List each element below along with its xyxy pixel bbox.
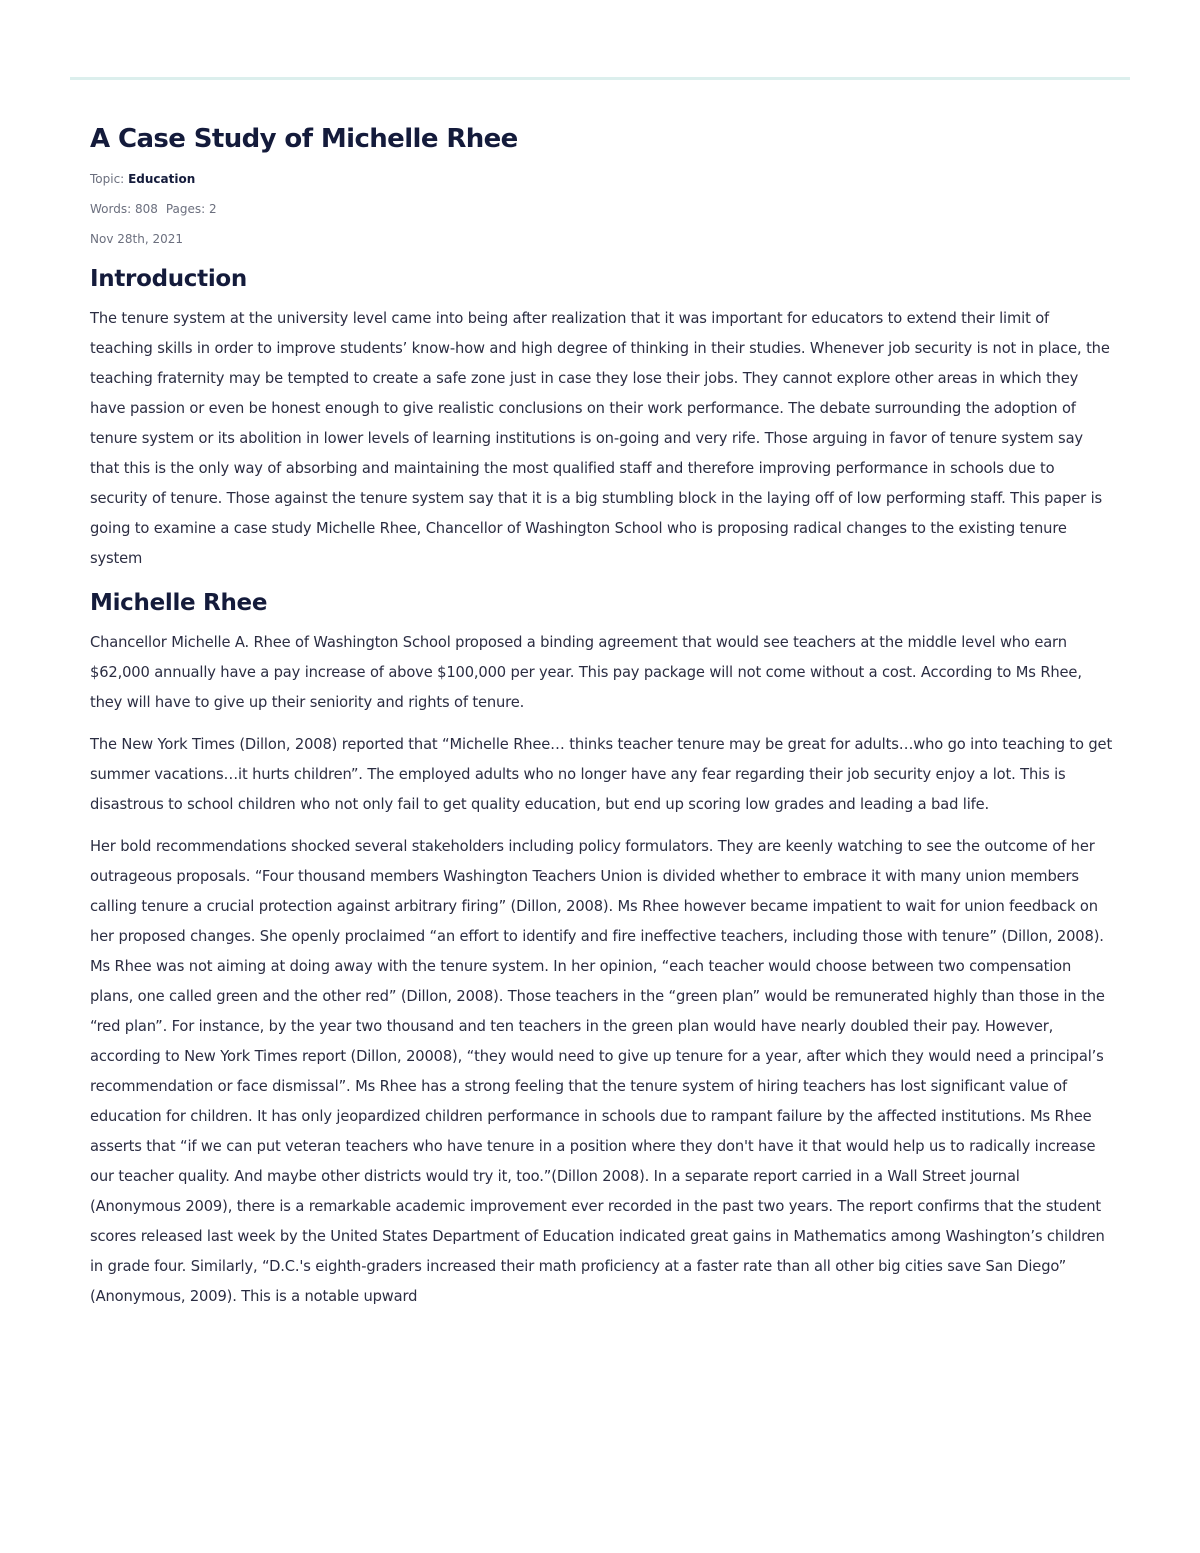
- topic-label: Topic:: [90, 172, 125, 186]
- topic-link[interactable]: Education: [128, 172, 196, 186]
- document-title: A Case Study of Michelle Rhee: [90, 124, 518, 154]
- page-count: Pages: 2: [165, 202, 217, 216]
- section-heading-michelle-rhee: Michelle Rhee: [90, 590, 268, 616]
- paragraph: The tenure system at the university level came into being after realization that it was important for educators to extend their limit of teaching skills in order to improve students’ know-how and high degree of thinking in their studies. Whenever job security is not in place, the teaching fraternity may be tempted to create a safe zone just in case they lose their jobs. They cannot explore other areas in which they have passion or even be honest enough to give realistic conclusions on their work performance. The debate surrounding the adoption of tenure system or its abolition in lower levels of learning institutions is on-going and very rife. Those arguing in favor of tenure system say that this is the only way of absorbing and maintaining the most qualified staff and therefore improving performance in schools due to security of tenure. Those against the tenure system say that it is a big stumbling block in the laying off of low performing staff. This paper is going to examine a case study Michelle Rhee, Chancellor of Washington School who is proposing radical changes to the existing tenure system: [90, 310, 1110, 567]
- paragraph: Her bold recommendations shocked several stakeholders including policy formulators. They are keenly watching to see the outcome of her outrageous proposals. “Four thousand members Washington Teachers Union is divided whether to embrace it with many union members calling tenure a crucial protection against arbitrary firing” (Dillon, 2008). Ms Rhee however became impatient to wait for union feedback on her proposed changes. She openly proclaimed “an effort to identify and fire ineffective teachers, including those with tenure” (Dillon, 2008). Ms Rhee was not aiming at doing away with the tenure system. In her opinion, “each teacher would choose between two compensation plans, one called green and the other red” (Dillon, 2008). Those teachers in the “green plan” would be remunerated highly than those in the “red plan”. For instance, by the year two thousand and ten teachers in the green plan would have nearly doubled their pay. However, according to New York Times report (Dillon, 20008), “they would need to give up tenure for a year, after which they would need a principal’s recommendation or face dismissal”. Ms Rhee has a strong feeling that the tenure system of hiring teachers has lost significant value of education for children. It has only jeopardized children performance in schools due to rampant failure by the affected institutions. Ms Rhee asserts that “if we can put veteran teachers who have tenure in a position where they don't have it that would help us to radically increase our teacher quality. And maybe other districts would try it, too.”(Dillon 2008). In a separate report carried in a Wall Street journal (Anonymous 2009), there is a remarkable academic improvement ever recorded in the past two years. The report confirms that the student scores released last week by the United States Department of Education indicated great gains in Mathematics among Washington’s children in grade four. Similarly, “D.C.'s eighth-graders increased their math proficiency at a faster rate than all other big cities save San Diego” (Anonymous, 2009). This is a notable upward: [90, 838, 1105, 1305]
- publish-date: Nov 28th, 2021: [90, 232, 183, 246]
- paragraph: The New York Times (Dillon, 2008) reported that “Michelle Rhee… thinks teacher tenure may be great for adults…who go into teaching to get summer vacations…it hurts children”. The employed adults who no longer have any fear regarding their job security enjoy a lot. This is disastrous to school children who not only fail to get quality education, but end up scoring low grades and leading a bad life.: [90, 736, 1113, 813]
- document-page: [90, 120, 1115, 1312]
- topic-meta: [90, 170, 1115, 188]
- word-count: Words: 808: [90, 202, 158, 216]
- paragraph: Chancellor Michelle A. Rhee of Washington School proposed a binding agreement that would see teachers at the middle level who earn $62,000 annually have a pay increase of above $100,000 per year. This pay package will not come without a cost. According to Ms Rhee, they will have to give up their seniority and rights of tenure.: [90, 634, 1082, 711]
- word-page-count: [90, 200, 1115, 218]
- section-heading-introduction: Introduction: [90, 266, 247, 292]
- top-divider: [70, 77, 1130, 80]
